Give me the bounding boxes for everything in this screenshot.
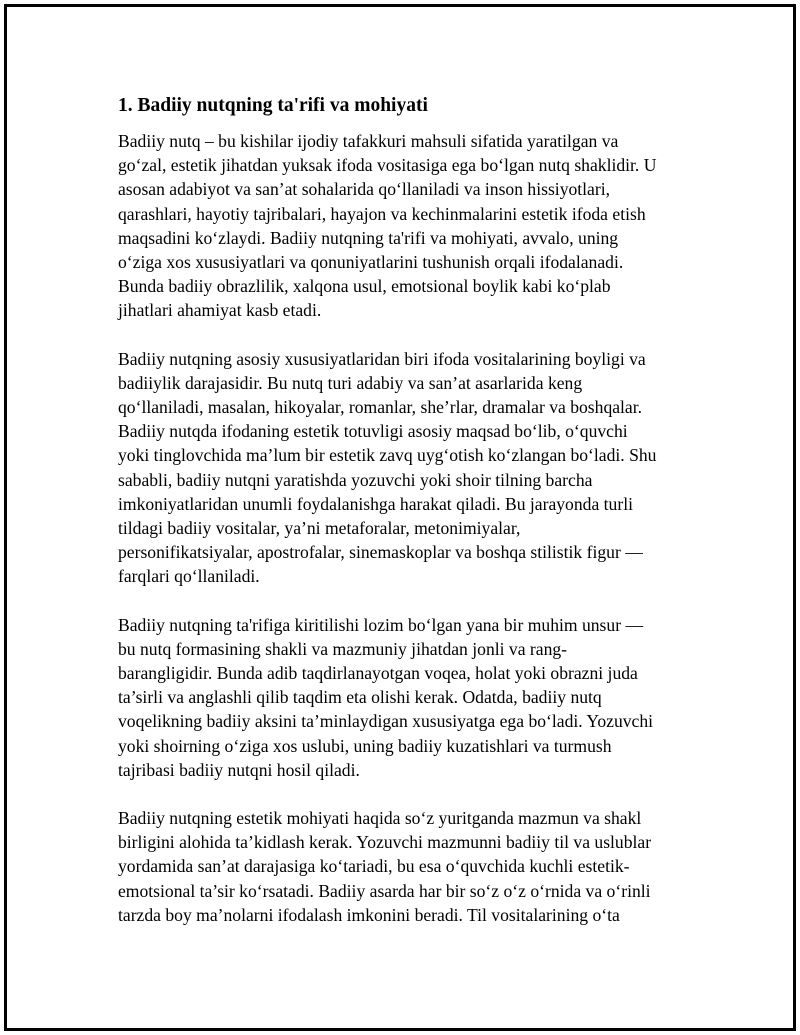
text-line: Badiiy nutq – bu kishilar ijodiy tafakkuri mahsuli sifatida yaratilgan va <box>118 131 619 151</box>
text-line: yoki tinglovchida ma’lum bir estetik zavq uyg‘otish ko‘zlangan bo‘ladi. Shu <box>118 445 657 466</box>
text-line: Badiiy nutqning asosiy xususiyatlaridan biri ifoda vositalarining boyligi va <box>118 348 646 369</box>
text-line: Bunda badiiy obrazlilik, xalqona usul, emotsional boylik kabi ko‘plab <box>118 276 611 297</box>
text-line: birligini alohida ta’kidlash kerak. Yozuvchi mazmunni badiiy til va uslublar <box>118 832 652 853</box>
text-line: badiiylik darajasidir. Bu nutq turi adabiy va san’at asarlarida keng <box>118 372 583 393</box>
text-line: yoki shoirning o‘ziga xos uslubi, uning badiiy kuzatishlari va turmush <box>118 735 612 756</box>
text-line: maqsadini ko‘zlaydi. Badiiy nutqning ta'rifi va mohiyati, avvalo, uning <box>118 227 619 248</box>
text-line: o‘ziga xos xususiyatlari va qonuniyatlarini tushunish orqali ifodalanadi. <box>118 252 624 273</box>
text-line: Badiiy nutqning estetik mohiyati haqida so‘z yuritganda mazmun va shakl <box>118 808 642 829</box>
text-line: barangligidir. Bunda adib taqdirlanayotgan voqea, holat yoki obrazni juda <box>118 663 638 684</box>
text-line: yordamida san’at darajasiga ko‘tariadi, bu esa o‘quvchida kuchli estetik- <box>118 856 630 877</box>
text-line: voqelikning badiiy aksini ta’minlaydigan xususiyatga ega bo‘ladi. Yozuvchi <box>118 711 654 732</box>
text-line: personifikatsiyalar, apostrofalar, sinemaskoplar va boshqa stilistik figur — <box>118 542 643 563</box>
text-line: qo‘llaniladi, masalan, hikoyalar, romanlar, she’rlar, dramalar va boshqalar. <box>118 397 643 418</box>
text-line: sababli, badiiy nutqni yaratishda yozuvchi yoki shoir tilning barcha <box>118 469 593 490</box>
text-line: imkoniyatlaridan unumli foydalanishga harakat qiladi. Bu jarayonda turli <box>118 493 633 514</box>
paragraph <box>118 129 688 323</box>
text-line: asosan adabiyot va san’at sohalarida qo‘llaniladi va inson hissiyotlari, <box>118 179 611 200</box>
text-line: emotsional ta’sir ko‘rsatadi. Badiiy asarda har bir so‘z o‘z o‘rnida va o‘rinli <box>118 880 651 901</box>
text-line: go‘zal, estetik jihatdan yuksak ifoda vositasiga ega bo‘lgan nutq shaklidir. U <box>118 155 657 176</box>
text-line: tildagi badiiy vositalar, ya’ni metaforalar, metonimiyalar, <box>118 518 521 539</box>
text-line: ta’sirli va anglashli qilib taqdim eta olishi kerak. Odatda, badiiy nutq <box>118 687 602 708</box>
text-line: farqlari qo‘llaniladi. <box>118 566 260 587</box>
document-body <box>118 94 688 951</box>
text-line: Badiiy nutqning ta'rifiga kiritilishi lozim bo‘lgan yana bir muhim unsur — <box>118 614 644 635</box>
section-heading: 1. Badiiy nutqning ta'rifi va mohiyati <box>118 95 428 116</box>
text-line: jihatlari ahamiyat kasb etadi. <box>118 300 322 321</box>
text-line: qarashlari, hayotiy tajribalari, hayajon va kechinmalarini estetik ifoda etish <box>118 203 646 224</box>
paragraph <box>118 347 688 589</box>
paragraph <box>118 613 688 782</box>
text-line: tarzda boy ma’nolarni ifodalash imkonini beradi. Til vositalarining o‘ta <box>118 904 620 925</box>
paragraph-list <box>118 129 688 927</box>
text-line: Badiiy nutqda ifodaning estetik totuvligi asosiy maqsad bo‘lib, o‘quvchi <box>118 421 628 442</box>
paragraph <box>118 806 688 927</box>
text-line: bu nutq formasining shakli va mazmuniy jihatdan jonli va rang- <box>118 638 568 659</box>
text-line: tajribasi badiiy nutqni hosil qiladi. <box>118 759 360 780</box>
